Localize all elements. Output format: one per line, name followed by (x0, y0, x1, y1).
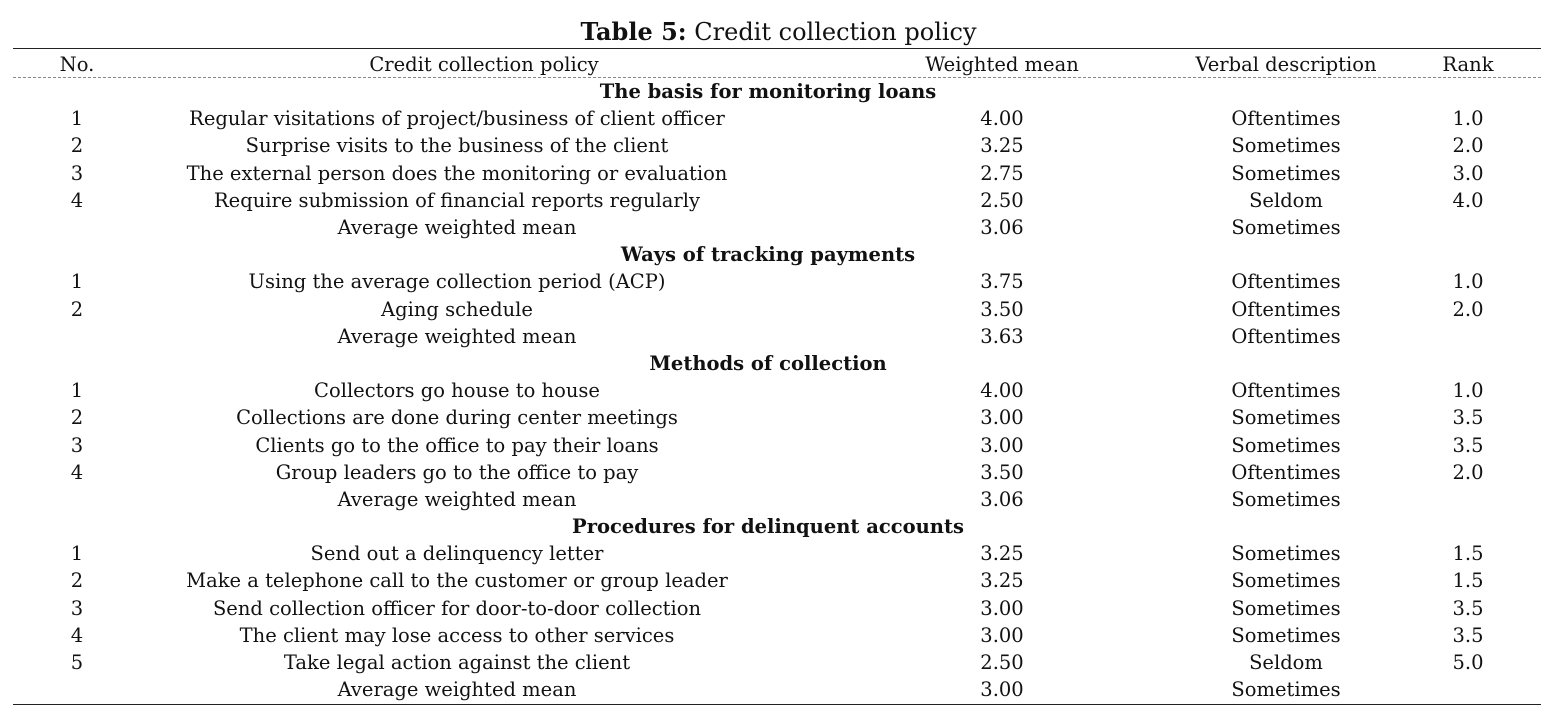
cell-verbal-description: Sometimes (1231, 569, 1341, 593)
cell-no: 2 (70, 297, 84, 321)
cell-rank: 2.0 (1452, 460, 1484, 484)
average-row (13, 214, 1541, 241)
cell-verbal-description: Oftentimes (1231, 107, 1341, 131)
cell-no (13, 486, 141, 513)
average-verbal-description: Sometimes (1231, 678, 1341, 702)
table-row (13, 377, 1541, 404)
cell-verbal-description: Sometimes (1231, 433, 1341, 457)
cell-weighted-mean: 3.00 (980, 596, 1024, 620)
table-row (13, 431, 1541, 458)
table-caption-title: Credit collection policy (694, 18, 977, 46)
section-row (13, 78, 1541, 105)
cell-verbal-description: Sometimes (1231, 623, 1341, 647)
cell-verbal-description: Oftentimes (1231, 270, 1341, 294)
cell-policy: Surprise visits to the business of the client (245, 134, 669, 158)
cell-verbal-description: Sometimes (1231, 406, 1341, 430)
cell-verbal-description: Sometimes (1231, 596, 1341, 620)
section-spacer (13, 513, 141, 540)
section-spacer (13, 241, 141, 268)
section-title: Ways of tracking payments (620, 243, 916, 267)
table-body (13, 78, 1541, 703)
average-verbal-description: Oftentimes (1231, 324, 1341, 348)
average-label: Average weighted mean (337, 678, 577, 702)
cell-policy: The external person does the monitoring or evaluation (186, 161, 728, 185)
table-row (13, 540, 1541, 567)
cell-no: 2 (70, 406, 84, 430)
section-row (13, 350, 1541, 377)
cell-policy: Clients go to the office to pay their loans (255, 433, 659, 457)
cell-no: 3 (70, 433, 84, 457)
cell-verbal-description: Sometimes (1231, 542, 1341, 566)
cell-weighted-mean: 2.50 (980, 188, 1024, 212)
table-row (13, 595, 1541, 622)
cell-policy: Make a telephone call to the customer or group leader (186, 569, 728, 593)
average-weighted-mean: 3.06 (980, 487, 1024, 511)
cell-weighted-mean: 3.50 (980, 297, 1024, 321)
cell-policy: Require submission of financial reports regularly (214, 188, 700, 212)
cell-rank: 3.5 (1452, 623, 1484, 647)
section-row (13, 241, 1541, 268)
cell-policy: Take legal action against the client (283, 651, 631, 675)
table-row (13, 404, 1541, 431)
header-row (13, 51, 1541, 78)
section-title: The basis for monitoring loans (599, 80, 937, 104)
cell-rank: 1.5 (1452, 542, 1484, 566)
table-row (13, 187, 1541, 214)
cell-weighted-mean: 3.25 (980, 134, 1024, 158)
header-rank: Rank (1442, 53, 1494, 76)
cell-no: 4 (70, 623, 84, 647)
cell-rank: 1.0 (1452, 270, 1484, 294)
section-title: Procedures for delinquent accounts (572, 515, 964, 539)
average-verbal-description: Sometimes (1231, 216, 1341, 240)
section-spacer (1395, 78, 1541, 105)
header-no: No. (59, 53, 95, 76)
average-row (13, 486, 1541, 513)
cell-no: 1 (70, 542, 84, 566)
average-weighted-mean: 3.00 (980, 678, 1024, 702)
cell-policy: Aging schedule (381, 297, 533, 321)
cell-weighted-mean: 3.00 (980, 406, 1024, 430)
average-verbal-description: Sometimes (1231, 487, 1341, 511)
table-row (13, 160, 1541, 187)
table-row (13, 268, 1541, 295)
section-spacer (1395, 241, 1541, 268)
cell-rank: 3.5 (1452, 433, 1484, 457)
average-weighted-mean: 3.63 (980, 324, 1024, 348)
cell-rank: 1.0 (1452, 379, 1484, 403)
table-row (13, 296, 1541, 323)
section-spacer (13, 78, 141, 105)
cell-weighted-mean: 3.75 (980, 270, 1024, 294)
cell-rank: 4.0 (1452, 188, 1484, 212)
cell-verbal-description: Seldom (1249, 188, 1323, 212)
cell-verbal-description: Oftentimes (1231, 297, 1341, 321)
cell-no: 1 (70, 379, 84, 403)
cell-rank: 3.5 (1452, 406, 1484, 430)
average-row (13, 676, 1541, 703)
cell-policy: Regular visitations of project/business of client officer (189, 107, 725, 131)
cell-no: 1 (70, 270, 84, 294)
table-row (13, 567, 1541, 594)
cell-verbal-description: Sometimes (1231, 161, 1341, 185)
cell-no (13, 214, 141, 241)
cell-rank (1395, 323, 1541, 350)
bottom-rule (13, 704, 1541, 705)
cell-policy: The client may lose access to other services (239, 623, 675, 647)
header-policy: Credit collection policy (369, 53, 599, 76)
section-row (13, 513, 1541, 540)
header-verbal-description: Verbal description (1195, 53, 1377, 76)
table-caption-label: Table 5: (580, 17, 687, 46)
cell-policy: Using the average collection period (ACP) (248, 270, 666, 294)
credit-collection-table (13, 51, 1541, 703)
cell-weighted-mean: 3.00 (980, 623, 1024, 647)
average-label: Average weighted mean (337, 324, 577, 348)
cell-weighted-mean: 3.25 (980, 542, 1024, 566)
section-spacer (1395, 350, 1541, 377)
cell-no: 4 (70, 188, 84, 212)
cell-rank (1395, 486, 1541, 513)
cell-no: 4 (70, 460, 84, 484)
cell-no: 3 (70, 161, 84, 185)
cell-no: 5 (70, 651, 84, 675)
cell-rank (1395, 214, 1541, 241)
cell-policy: Send out a delinquency letter (310, 542, 604, 566)
cell-rank: 2.0 (1452, 297, 1484, 321)
cell-verbal-description: Oftentimes (1231, 460, 1341, 484)
average-row (13, 323, 1541, 350)
cell-rank: 2.0 (1452, 134, 1484, 158)
cell-rank: 3.5 (1452, 596, 1484, 620)
cell-verbal-description: Oftentimes (1231, 379, 1341, 403)
cell-no: 2 (70, 569, 84, 593)
average-label: Average weighted mean (337, 216, 577, 240)
cell-no: 3 (70, 596, 84, 620)
cell-weighted-mean: 3.00 (980, 433, 1024, 457)
cell-policy: Send collection officer for door-to-door collection (212, 596, 702, 620)
cell-weighted-mean: 2.75 (980, 161, 1024, 185)
cell-weighted-mean: 4.00 (980, 379, 1024, 403)
average-label: Average weighted mean (337, 487, 577, 511)
table-caption (0, 16, 1557, 48)
cell-verbal-description: Seldom (1249, 651, 1323, 675)
section-title: Methods of collection (649, 351, 887, 375)
table-header (13, 51, 1541, 78)
table-row (13, 132, 1541, 159)
cell-rank: 1.0 (1452, 107, 1484, 131)
cell-verbal-description: Sometimes (1231, 134, 1341, 158)
section-spacer (13, 350, 141, 377)
cell-no (13, 323, 141, 350)
header-weighted-mean: Weighted mean (925, 53, 1079, 76)
cell-policy: Collectors go house to house (314, 379, 600, 403)
table-row (13, 105, 1541, 132)
cell-weighted-mean: 2.50 (980, 651, 1024, 675)
section-spacer (1395, 513, 1541, 540)
cell-weighted-mean: 3.25 (980, 569, 1024, 593)
cell-rank: 1.5 (1452, 569, 1484, 593)
cell-weighted-mean: 3.50 (980, 460, 1024, 484)
cell-rank: 5.0 (1452, 651, 1484, 675)
cell-no: 1 (70, 107, 84, 131)
cell-no (13, 676, 141, 703)
table-row (13, 459, 1541, 486)
cell-rank: 3.0 (1452, 161, 1484, 185)
cell-weighted-mean: 4.00 (980, 107, 1024, 131)
top-rule (13, 48, 1541, 49)
average-weighted-mean: 3.06 (980, 216, 1024, 240)
cell-policy: Collections are done during center meetings (236, 406, 678, 430)
cell-policy: Group leaders go to the office to pay (275, 460, 639, 484)
table-row (13, 622, 1541, 649)
cell-rank (1395, 676, 1541, 703)
cell-no: 2 (70, 134, 84, 158)
table-row (13, 649, 1541, 676)
